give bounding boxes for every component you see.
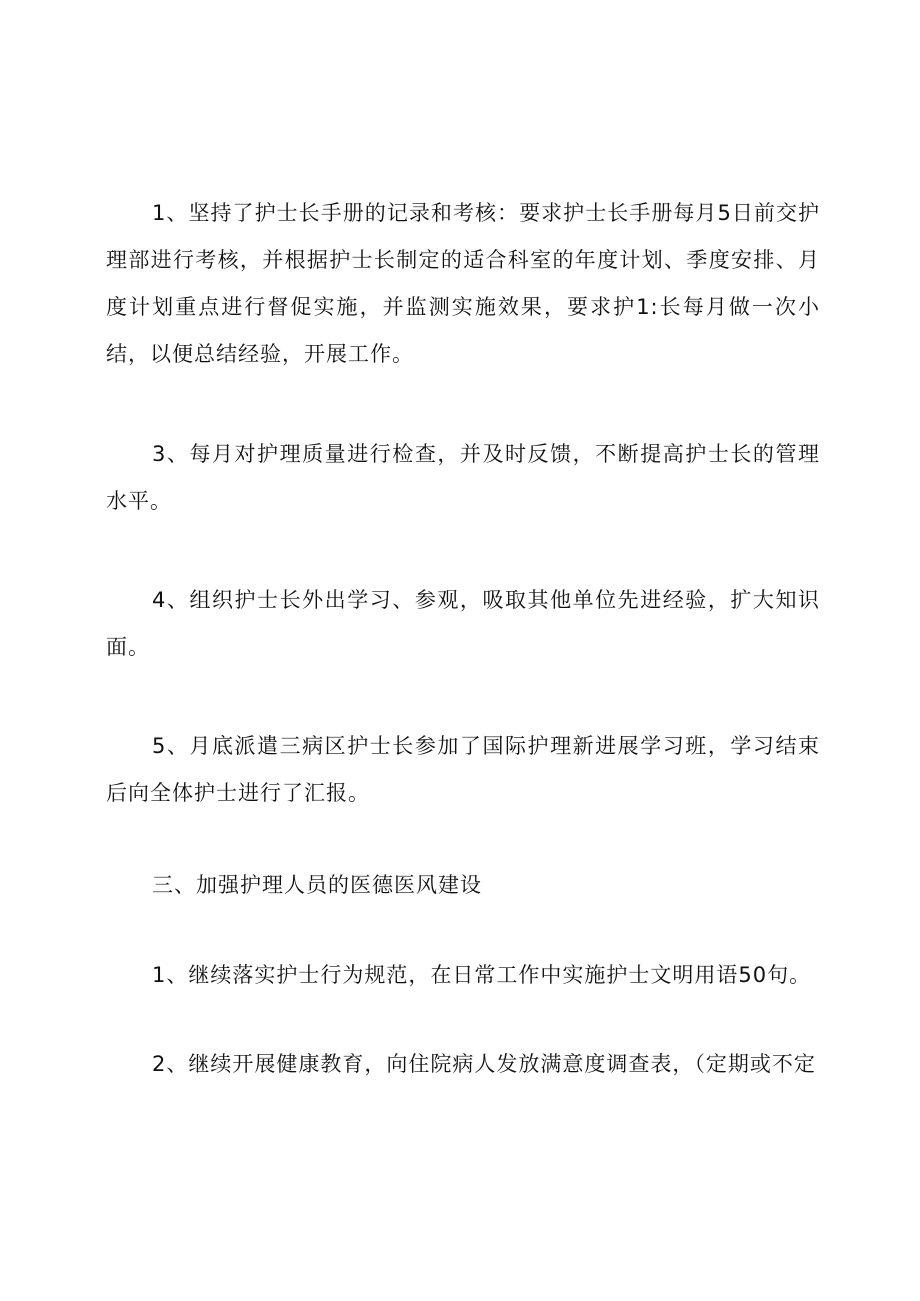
paragraph-health-education: 2、继续开展健康教育，向住院病人发放满意度调查表，（定期或不定 [152, 1052, 816, 1076]
paragraph-code-of-conduct: 1、继续落实护士行为规范，在日常工作中实施护士文明用语50句。 [152, 963, 812, 987]
paragraph-head-nurse-manual: 1、坚持了护士长手册的记录和考核：要求护士长手册每月5日前交护理部进行考核，并根据护士长制定的适合科室的年度计划、季度安排、月度计划重点进行督促实施，并监测实施效果，要求护1:长每月做一次小结，以便总结经验，开展工作。 [106, 201, 820, 366]
paragraph-external-study: 4、组织护士长外出学习、参观，吸取其他单位先进经验，扩大知识面。 [106, 588, 820, 659]
paragraph-quality-check: 3、每月对护理质量进行检查，并及时反馈，不断提高护士长的管理水平。 [106, 442, 820, 513]
paragraph-training-report: 5、月底派遣三病区护士长参加了国际护理新进展学习班，学习结束后向全体护士进行了汇报。 [106, 734, 820, 805]
document-body [106, 190, 820, 1088]
section-heading-ethics: 三、加强护理人员的医德医风建设 [152, 873, 482, 897]
